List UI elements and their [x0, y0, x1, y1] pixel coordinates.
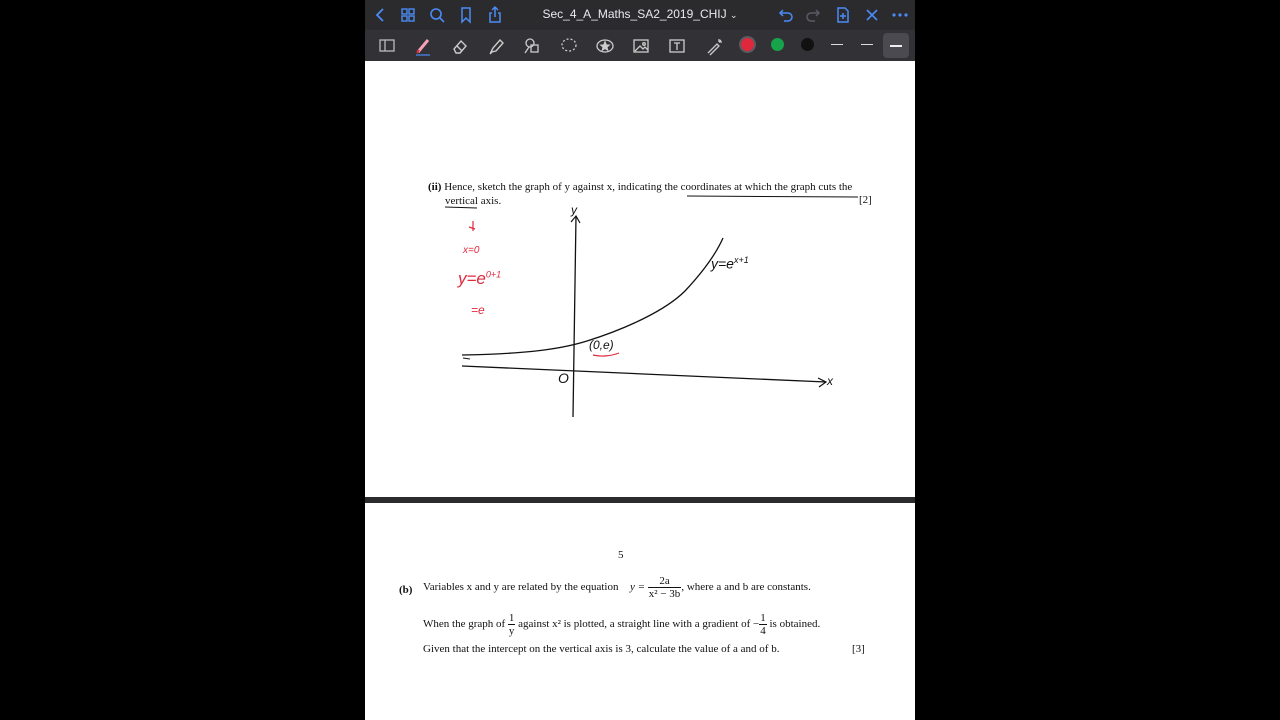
- pen-tool-icon[interactable]: [412, 36, 434, 56]
- image-tool-icon[interactable]: [630, 36, 652, 56]
- x-axis-line: [462, 366, 826, 382]
- frac1-numerator: 1: [508, 612, 515, 624]
- y-axis-label: y: [571, 203, 577, 217]
- curve-label-exponent: x+1: [733, 255, 749, 265]
- part-b-line1: [423, 575, 811, 600]
- working-line1: x=0: [463, 245, 480, 256]
- handwritten-sketch: [365, 61, 915, 497]
- close-icon[interactable]: [862, 5, 882, 25]
- equation-denominator: x² − 3b: [648, 588, 681, 600]
- question-text-line1: Hence, sketch the graph of y against x, indicating the coordinates at which the graph cuts the: [444, 181, 853, 193]
- stroke-width-thin[interactable]: [831, 44, 843, 45]
- fraction-one-quarter: [759, 612, 767, 637]
- chevron-down-icon: ⌄: [729, 10, 738, 20]
- intercept-label: (0,e): [589, 338, 614, 352]
- highlighter-tool-icon[interactable]: [485, 36, 507, 56]
- pdf-page-2[interactable]: [365, 503, 915, 720]
- frac2-numerator: 1: [760, 612, 766, 624]
- part-b-marks: [3]: [852, 643, 865, 655]
- pdf-annotation-app: [365, 0, 915, 720]
- curve-equation-label: [711, 255, 749, 272]
- equation-lhs: y =: [629, 581, 646, 594]
- text-tool-icon[interactable]: [666, 36, 688, 56]
- origin-label: O: [558, 370, 569, 386]
- shapes-tool-icon[interactable]: [521, 36, 543, 56]
- annotation-toolbar: [365, 30, 915, 61]
- marks-label: [2]: [859, 194, 872, 206]
- sticker-tool-icon[interactable]: [594, 36, 616, 56]
- sidebar-toggle-icon[interactable]: [376, 36, 398, 56]
- undo-icon[interactable]: [775, 5, 795, 25]
- part-b-line3: Given that the intercept on the vertical axis is 3, calculate the value of a and of b.: [423, 643, 780, 655]
- equation-numerator: 2a: [648, 575, 682, 588]
- working-line3: =e: [471, 303, 485, 317]
- line1-text: Variables x and y are related by the equation: [423, 581, 619, 594]
- question-text-line2: vertical axis.: [445, 195, 502, 207]
- laser-tool-icon[interactable]: [703, 36, 725, 56]
- lasso-tool-icon[interactable]: [558, 36, 580, 56]
- stroke-width-medium[interactable]: [861, 44, 873, 45]
- color-swatch-black[interactable]: [801, 38, 814, 51]
- working-line2-exponent: 0+1: [485, 269, 502, 280]
- more-icon[interactable]: [890, 5, 910, 25]
- question-label: (ii): [428, 181, 442, 193]
- color-swatch-red[interactable]: [741, 38, 754, 51]
- pdf-page-1[interactable]: [365, 61, 915, 497]
- equation-fraction: [648, 575, 682, 600]
- working-line2-base: y=e: [458, 269, 486, 288]
- document-title[interactable]: Sec_4_A_Maths_SA2_2019_CHIJ ⌄: [542, 7, 738, 21]
- working-line2: [458, 269, 501, 289]
- part-b-line2: [423, 612, 820, 637]
- page-number: 5: [618, 549, 624, 561]
- line2-post: is obtained.: [769, 618, 821, 631]
- add-page-icon[interactable]: [833, 5, 853, 25]
- curve-label-base: y=e: [711, 255, 734, 272]
- line2-text: When the graph of: [423, 618, 506, 631]
- y-axis-line: [573, 216, 576, 417]
- eraser-tool-icon[interactable]: [449, 36, 471, 56]
- top-navigation-bar: [365, 0, 915, 30]
- color-swatch-green[interactable]: [771, 38, 784, 51]
- stroke-width-thick[interactable]: [883, 33, 909, 58]
- frac1-denominator: y: [508, 625, 515, 637]
- fraction-one-over-y: [508, 612, 516, 637]
- redo-icon[interactable]: [804, 5, 824, 25]
- part-b-label: (b): [399, 584, 413, 596]
- frac2-denominator: 4: [760, 625, 766, 637]
- x-axis-label: x: [827, 374, 833, 388]
- line1-post: , where a and b are constants.: [681, 581, 811, 594]
- line2-mid: against x² is plotted, a straight line with a gradient of −: [518, 618, 760, 631]
